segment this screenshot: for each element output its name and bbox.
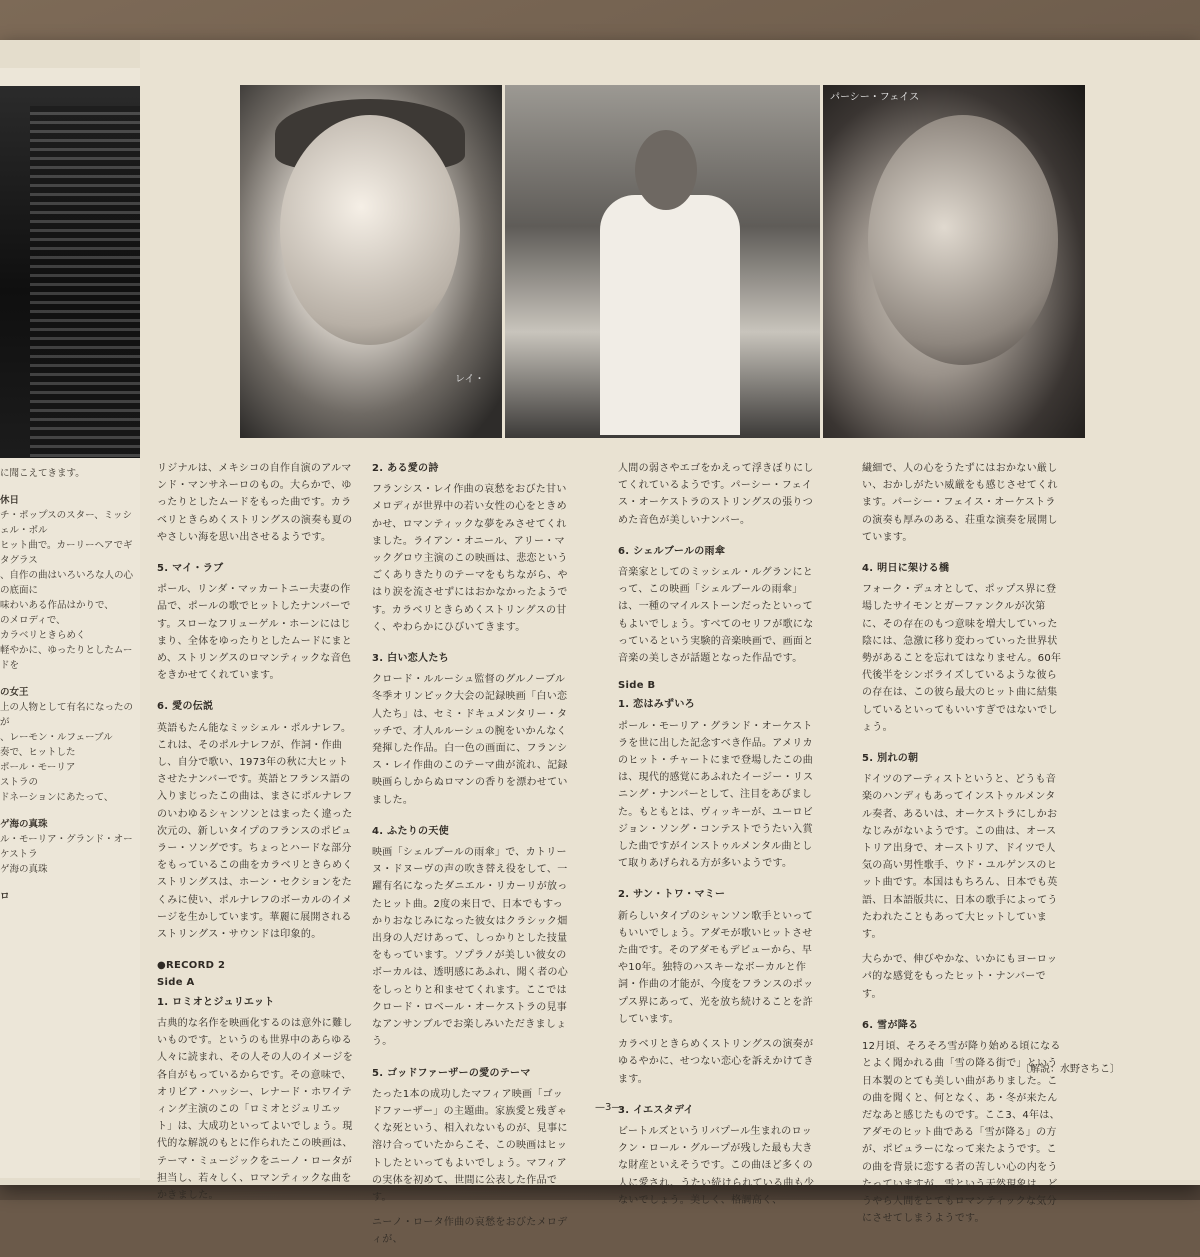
track-title: 5. ゴッドファーザーの愛のテーマ [372,1067,531,1079]
left-line: 、自作の曲はいろいろな人の心の底面に [0,570,134,596]
paragraph: ポール、リンダ・マッカートニー夫妻の作品で、ポールの歌でヒットしたナンバーです。スローなフリューゲル・ホーンにはじまり、全体をゆったりとしたムードにまとめ、ストリングスのロマンティックな音色をきかせてくれています。 [157,584,353,682]
left-line: ゲ海の真珠 [0,864,48,875]
left-line: ヒット曲で。カーリーヘアでギタグラス [0,540,133,566]
portrait-photo-percy-faith [823,85,1085,438]
conductor-photo [505,85,820,438]
paragraph: たった1本の成功したマフィア映画「ゴッドファーザー」の主題曲。家族愛と残ぎゃくな死という、相入れないものが、見事に溶け合っていたからこそ、この映画はヒットしたといってもよいでしょう。マフィアの実体を初めて、世間に公表した作品です。 [372,1088,568,1203]
paragraph: 人間の弱さやエゴをかえって浮きぼりにしてくれているようです。パーシー・フェイス・オーケストラのストリングスの張りつめた音色が美しいナンバー。 [618,463,814,526]
left-page [0,68,141,1178]
paragraph: カラベリときらめくストリングスの演奏がゆるやかに、せつない恋心を訴えかけてきます。 [618,1039,814,1085]
paragraph: 音楽家としてのミッシェル・ルグランにとって、この映画「シェルブールの雨傘」は、一種のマイルストーンだったといってもよいでしょう。すべてのセリフが歌になっているという実験的音楽映画で、画面と音楽の美しさが話題となった作品です。 [618,567,814,665]
paragraph: 古典的な名作を映画化するのは意外に難しいものです。というのも世界中のあらゆる人々に読まれ、その人その人のイメージを各自がもっているからです。その意味で、オリビア・ハッシー、レナード・ホワイティング主演のこの「ロミオとジュリエット」は、大成功といってよいでしょう。現代的な解説のもとに作られたこの映画は、テーマ・ミュージックをニーノ・ロータが担当し、若々しく、ロマンティックな曲をかきました。 [157,1017,353,1201]
track-title: 1. ロミオとジュリエット [157,996,275,1008]
track-title: 5. 別れの朝 [862,753,919,765]
record-heading: ●RECORD 2 [157,960,226,972]
side-heading: Side A [157,977,195,989]
paragraph: 映画「シェルブールの雨傘」で、カトリーヌ・ドヌーヴの声の吹き替え役をして、一躍有名になったダニエル・リカーリが放ったヒット曲。2度の来日で、日本でもすっかりおなじみになった彼女はクラシック畑出身の人だけあって、しっかりとした技量をもっています。ソプラノが美しい彼女のボーカルは、透明感にあふれ、聞く者の心をしっとりと和ませてくれます。ここではクロード・ロベール・オーケストラの見事なアンサンブルでお楽しみいただきましょう。 [372,847,569,1048]
paragraph: フォーク・デュオとして、ポップス界に登場したサイモンとガーファンクルが次第に、その存在のもつ意味を増大していった陰には、急激に移り変わっていった世界状勢があることを忘れてはなりません。60年代後半をシンボライズしているような彼らの存在は、この彼ら最大のヒット曲に結集しているといってもいいすぎではないでしょう。 [862,584,1062,733]
track-title: 5. マイ・ラブ [157,563,224,575]
left-line: ストラの [0,777,39,788]
track-title: 6. シェルブールの雨傘 [618,545,726,557]
left-line: のメロディで、 [0,615,66,626]
photo-caption: パーシー・フェイス [830,92,920,103]
column-3 [618,460,818,1217]
column-1 [157,460,357,1212]
left-heading: 休日 [0,495,20,506]
left-line: に聞こえてきます。 [0,468,85,479]
paragraph: ビートルズというリバプール生まれのロックン・ロール・グループが残した最も大きな財産といえそうです。この曲ほど多くの人に愛され、うたい続けられている曲も少ないでしょう。美しく、格調高く、 [618,1125,815,1206]
page-number: —3— [595,1102,622,1113]
left-line: 奏で、ヒットした [0,747,76,758]
left-line: 軽やかに、ゆったりとしたムードを [0,645,133,671]
left-page-text [0,466,135,904]
left-line: 味わいある作品はかりで、 [0,600,114,611]
photo-caption: レイ・ [455,374,485,385]
concert-photo [0,86,140,458]
left-line: 、レーモン・ルフェーブル [0,732,113,743]
track-title: 6. 愛の伝説 [157,701,214,713]
left-line: ル・モーリア・グランド・オーケストラ [0,834,133,860]
paragraph: フランシス・レイ作曲の哀愁をおびた甘いメロディが世界中の若い女性の心をときめかせ、ロマンティックな夢をみさせてくれました。ライアン・オニール、アリー・マックグロウ主演のこの映画は、悲恋というごくありきたりのテーマをもちながら、やはり涙を流させずにはおかなかったようです。カラベリときらめくストリングスの甘く、やわらかにひびいてきます。 [372,484,568,633]
column-4 [862,460,1062,1235]
track-title: 4. ふたりの天使 [372,825,449,837]
paragraph: ポール・モーリア・グランド・オーケストラを世に出した記念すべき作品。アメリカのヒット・チャートにまで登場したこの曲は、現代的感覚にあふれたイージー・リスニング・ナンバーとして、注目をあびました。もともとは、ヴィッキーが、ユーロビジョン・ソング・コンテストでうたい入賞した曲ですがインストゥルメンタル曲として取りあげられる方が多いようです。 [618,720,814,870]
paragraph: ニーノ・ロータ作曲の哀愁をおびたメロディが、 [372,1217,568,1246]
commentary-credit: 〔解説：水野さちこ〕 [1020,1064,1120,1075]
left-line: 上の人物として有名になったのが [0,702,134,728]
left-line: ドネーションにあたって、 [0,792,114,803]
side-heading: Side B [618,680,656,692]
track-title: 3. 白い恋人たち [372,653,449,665]
track-title: 6. 雪が降る [862,1019,919,1031]
track-title: 1. 恋はみずいろ [618,699,695,711]
paragraph: 新らしいタイプのシャンソン歌手といってもいいでしょう。アダモが歌いヒットさせた曲です。そのアダモもデビューから、早や10年。独特のハスキーなボーカルと作詞・作曲の才能が、今度をフランスのポップス界にあって、光を放ち続けることを許しています。 [618,910,814,1025]
paragraph: リジナルは、メキシコの自作自演のアルマンド・マンサネーロのもの。大らかで、ゆったりとしたムードをもった曲です。カラベリときらめくストリングスの演奏も夏のやさしい海を思い出させるようです。 [157,463,353,543]
paragraph: 英語もたん能なミッシェル・ポルナレフ。これは、そのポルナレフが、作詞・作曲し、自分で歌い、1973年の秋に大ヒットさせたナンバーです。英語とフランス語の入りまじったこの曲は、まさにポルナレフのいわゆるシャンソンとはまったく違った次元の、新しいタイプのフランスのポピュラー・ソングです。ちょっとハードな部分をもっているこの曲をカラベリときらめくストリングスは、ホーン・セクションをたくみに使い、ポルナレフのボーカルのイメージを生かしています。華麗に展開されるストリングス・サウンドは印象的。 [157,722,353,941]
portrait-photo-1 [240,85,502,438]
track-title: 4. 明日に架ける橋 [862,563,950,575]
right-page [140,40,1200,1246]
paragraph: 繊細で、人の心をうたずにはおかない厳しい、おかしがたい威厳をも感じさせてくれます。パーシー・フェイス・オーケストラの演奏も厚みのある、荘重な演奏を展開しています。 [862,463,1058,543]
left-heading: ゲ海の真珠 [0,819,48,830]
left-line: チ・ポップスのスター、ミッシェル・ボル [0,510,133,536]
paragraph: 12月頃、そろそろ雪が降り始める頃になるとよく聞かれる曲「雪の降る街で」という日本製のとても美しい曲がありました。この曲を聞くと、何となく、あ・冬が来たんだなあと感じたものです。ここ3、4年は、アダモのヒット曲である「雪が降る」の方が、ポピュラーになって来たようです。この曲を背景に恋する者の苦しい心の内をうたっていますが、雪という天然現象は、どうやら人間をとてもロマンティックな気分にさせてしまうようです。 [862,1041,1061,1225]
left-line: ポール・モーリア [0,762,76,773]
track-title: 2. サン・トワ・マミー [618,889,726,901]
track-title: 3. イエスタデイ [618,1104,694,1116]
column-2 [372,460,572,1257]
paragraph: ドイツのアーティストというと、どうも音楽のハンディもあってインストゥルメンタル奏者、あるいは、オーケストラにしかおなじみがないようです。この曲は、オーストリア出身で、オーストリア、ドイツで人気の高い男性歌手、ウド・ユルゲンスのヒット曲です。本国はもちろん、日本でも英語、日本語版共に、日本の歌手によってうたわれたこともあって大ヒットしています。 [862,774,1058,941]
paragraph: 大らかで、伸びやかな、いかにもヨーロッパ的な感覚をもったヒット・ナンバーです。 [862,954,1058,1000]
left-heading: ロ [0,891,10,902]
paragraph: クロード・ルルーシュ監督のグルノーブル冬季オリンピック大会の記録映画「白い恋人たち」は、セミ・ドキュメンタリー・タッチで、才人ルルーシュの腕をいかんなく発揮した作品。白一色の画面に、フランシス・レイ作曲のこのテーマ曲が流れ、記録映画らしからぬロマンの香りを漂わせていました。 [372,674,568,806]
left-line: カラベリときらめく [0,630,86,641]
left-heading: の女王 [0,687,29,698]
track-title: 2. ある愛の詩 [372,463,439,474]
